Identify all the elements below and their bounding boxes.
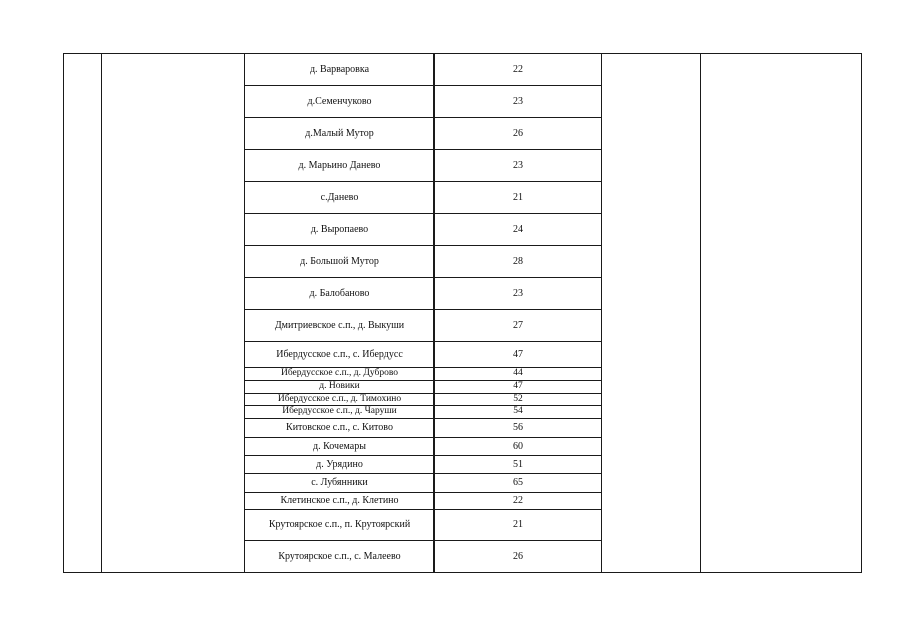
settlement-name: Дмитриевское с.п., д. Выкуши <box>274 319 405 331</box>
settlement-name: Ибердусское с.п., с. Ибердусс <box>276 348 403 360</box>
settlement-name: д. Балобаново <box>309 287 370 299</box>
settlement-name: с.Данево <box>320 191 359 203</box>
table-row <box>245 342 602 368</box>
settlement-name: Китовское с.п., с. Китово <box>286 422 393 433</box>
table-row <box>245 419 602 438</box>
settlement-value: 27 <box>513 319 523 331</box>
settlement-value: 54 <box>513 406 523 417</box>
settlement-value: 51 <box>513 458 523 470</box>
settlement-name: д. Кочемары <box>313 440 366 452</box>
settlement-name: с. Лубянники <box>311 477 368 488</box>
table-row <box>245 118 602 150</box>
settlement-value: 28 <box>513 255 523 267</box>
settlement-value: 22 <box>513 495 523 506</box>
settlement-value: 52 <box>513 393 523 404</box>
table-row <box>245 214 602 246</box>
table-row <box>245 150 602 182</box>
column-line <box>861 53 862 573</box>
column-line <box>700 53 701 573</box>
settlement-value: 47 <box>513 381 523 392</box>
settlement-name: Ибердусское с.п., д. Тимохино <box>277 393 402 404</box>
table-row <box>245 456 602 474</box>
settlement-value: 26 <box>513 550 523 562</box>
table-row <box>245 310 602 342</box>
settlement-value: 22 <box>513 63 523 75</box>
settlement-value: 60 <box>513 440 523 452</box>
table-row <box>245 493 602 510</box>
table-row <box>245 510 602 541</box>
table-row <box>245 86 602 118</box>
settlement-name: д.Малый Мутор <box>305 127 374 139</box>
settlement-value: 23 <box>513 95 523 107</box>
table-row <box>245 368 602 381</box>
settlement-name: д. Выропаево <box>310 223 369 235</box>
table-row <box>245 54 602 86</box>
settlement-name: д. Урядино <box>316 458 363 470</box>
table-row <box>245 278 602 310</box>
settlement-value: 56 <box>513 422 523 433</box>
settlement-name: д. Варваровка <box>309 63 370 75</box>
settlement-name: Крутоярское с.п., п. Крутоярский <box>268 519 411 530</box>
settlement-value: 21 <box>513 191 523 203</box>
settlement-value: 44 <box>513 368 523 379</box>
settlement-value: 23 <box>513 159 523 171</box>
settlement-name: Ибердусское с.п., д. Дуброво <box>280 368 398 379</box>
table-row <box>245 182 602 214</box>
settlement-value: 65 <box>513 477 523 488</box>
column-line <box>63 53 64 573</box>
table-row <box>245 406 602 419</box>
settlement-name: Ибердусское с.п., д. Чаруши <box>282 406 397 417</box>
column-line <box>101 53 102 573</box>
settlement-name: д.Семенчуково <box>307 95 372 107</box>
table-row <box>245 381 602 394</box>
table-row <box>245 394 602 406</box>
settlement-value: 24 <box>513 223 523 235</box>
settlement-value: 23 <box>513 287 523 299</box>
settlement-value: 21 <box>513 519 523 530</box>
table-row <box>245 438 602 456</box>
settlement-value: 47 <box>513 348 523 360</box>
table-row <box>245 246 602 278</box>
table-row <box>245 474 602 493</box>
settlement-name: д. Большой Мутор <box>300 255 379 267</box>
settlement-value: 26 <box>513 127 523 139</box>
table-row <box>245 541 602 573</box>
settlement-name: д. Новики <box>319 381 360 392</box>
settlement-name: Крутоярское с.п., с. Малеево <box>278 550 401 562</box>
settlement-name: Клетинское с.п., д. Клетино <box>280 495 399 506</box>
settlement-name: д. Марьино Данево <box>298 159 381 171</box>
